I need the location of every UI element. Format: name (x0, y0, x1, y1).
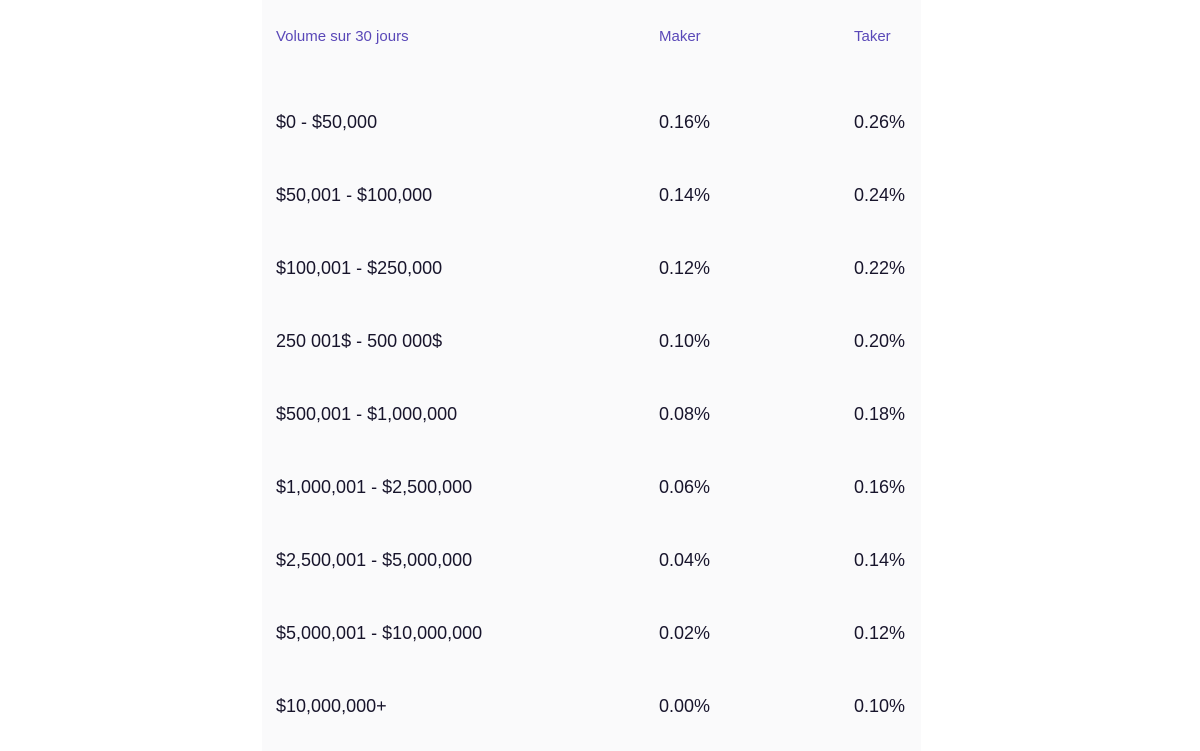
table-row (262, 451, 921, 524)
maker-fee-cell: 0.16% (659, 112, 711, 132)
table-row (262, 86, 921, 159)
volume-cell: $50,001 - $100,000 (276, 185, 433, 205)
volume-cell: $0 - $50,000 (276, 112, 378, 132)
volume-cell: $10,000,000+ (276, 696, 387, 716)
table-row (262, 159, 921, 232)
column-header-taker: Taker (854, 28, 891, 45)
taker-fee-cell: 0.16% (854, 477, 906, 497)
maker-fee-cell: 0.12% (659, 258, 711, 278)
taker-fee-cell: 0.24% (854, 185, 906, 205)
maker-fee-cell: 0.08% (659, 404, 711, 424)
volume-cell: $2,500,001 - $5,000,000 (276, 550, 473, 570)
taker-fee-cell: 0.10% (854, 696, 906, 716)
column-header-maker: Maker (659, 28, 701, 45)
table-row (262, 524, 921, 597)
table-row (262, 232, 921, 305)
maker-fee-cell: 0.14% (659, 185, 711, 205)
taker-fee-cell: 0.26% (854, 112, 906, 132)
taker-fee-cell: 0.18% (854, 404, 906, 424)
volume-cell: $100,001 - $250,000 (276, 258, 443, 278)
volume-cell: 250 001$ - 500 000$ (276, 331, 443, 351)
maker-fee-cell: 0.06% (659, 477, 711, 497)
table-row (262, 597, 921, 670)
maker-fee-cell: 0.10% (659, 331, 711, 351)
table-header-row (262, 0, 921, 74)
volume-cell: $500,001 - $1,000,000 (276, 404, 458, 424)
taker-fee-cell: 0.14% (854, 550, 906, 570)
table-row (262, 305, 921, 378)
maker-fee-cell: 0.02% (659, 623, 711, 643)
taker-fee-cell: 0.12% (854, 623, 906, 643)
maker-fee-cell: 0.04% (659, 550, 711, 570)
table-row (262, 670, 921, 743)
fee-table (262, 0, 921, 751)
taker-fee-cell: 0.22% (854, 258, 906, 278)
volume-cell: $5,000,001 - $10,000,000 (276, 623, 483, 643)
table-row (262, 378, 921, 451)
maker-fee-cell: 0.00% (659, 696, 711, 716)
taker-fee-cell: 0.20% (854, 331, 906, 351)
column-header-volume: Volume sur 30 jours (276, 28, 409, 45)
volume-cell: $1,000,001 - $2,500,000 (276, 477, 473, 497)
